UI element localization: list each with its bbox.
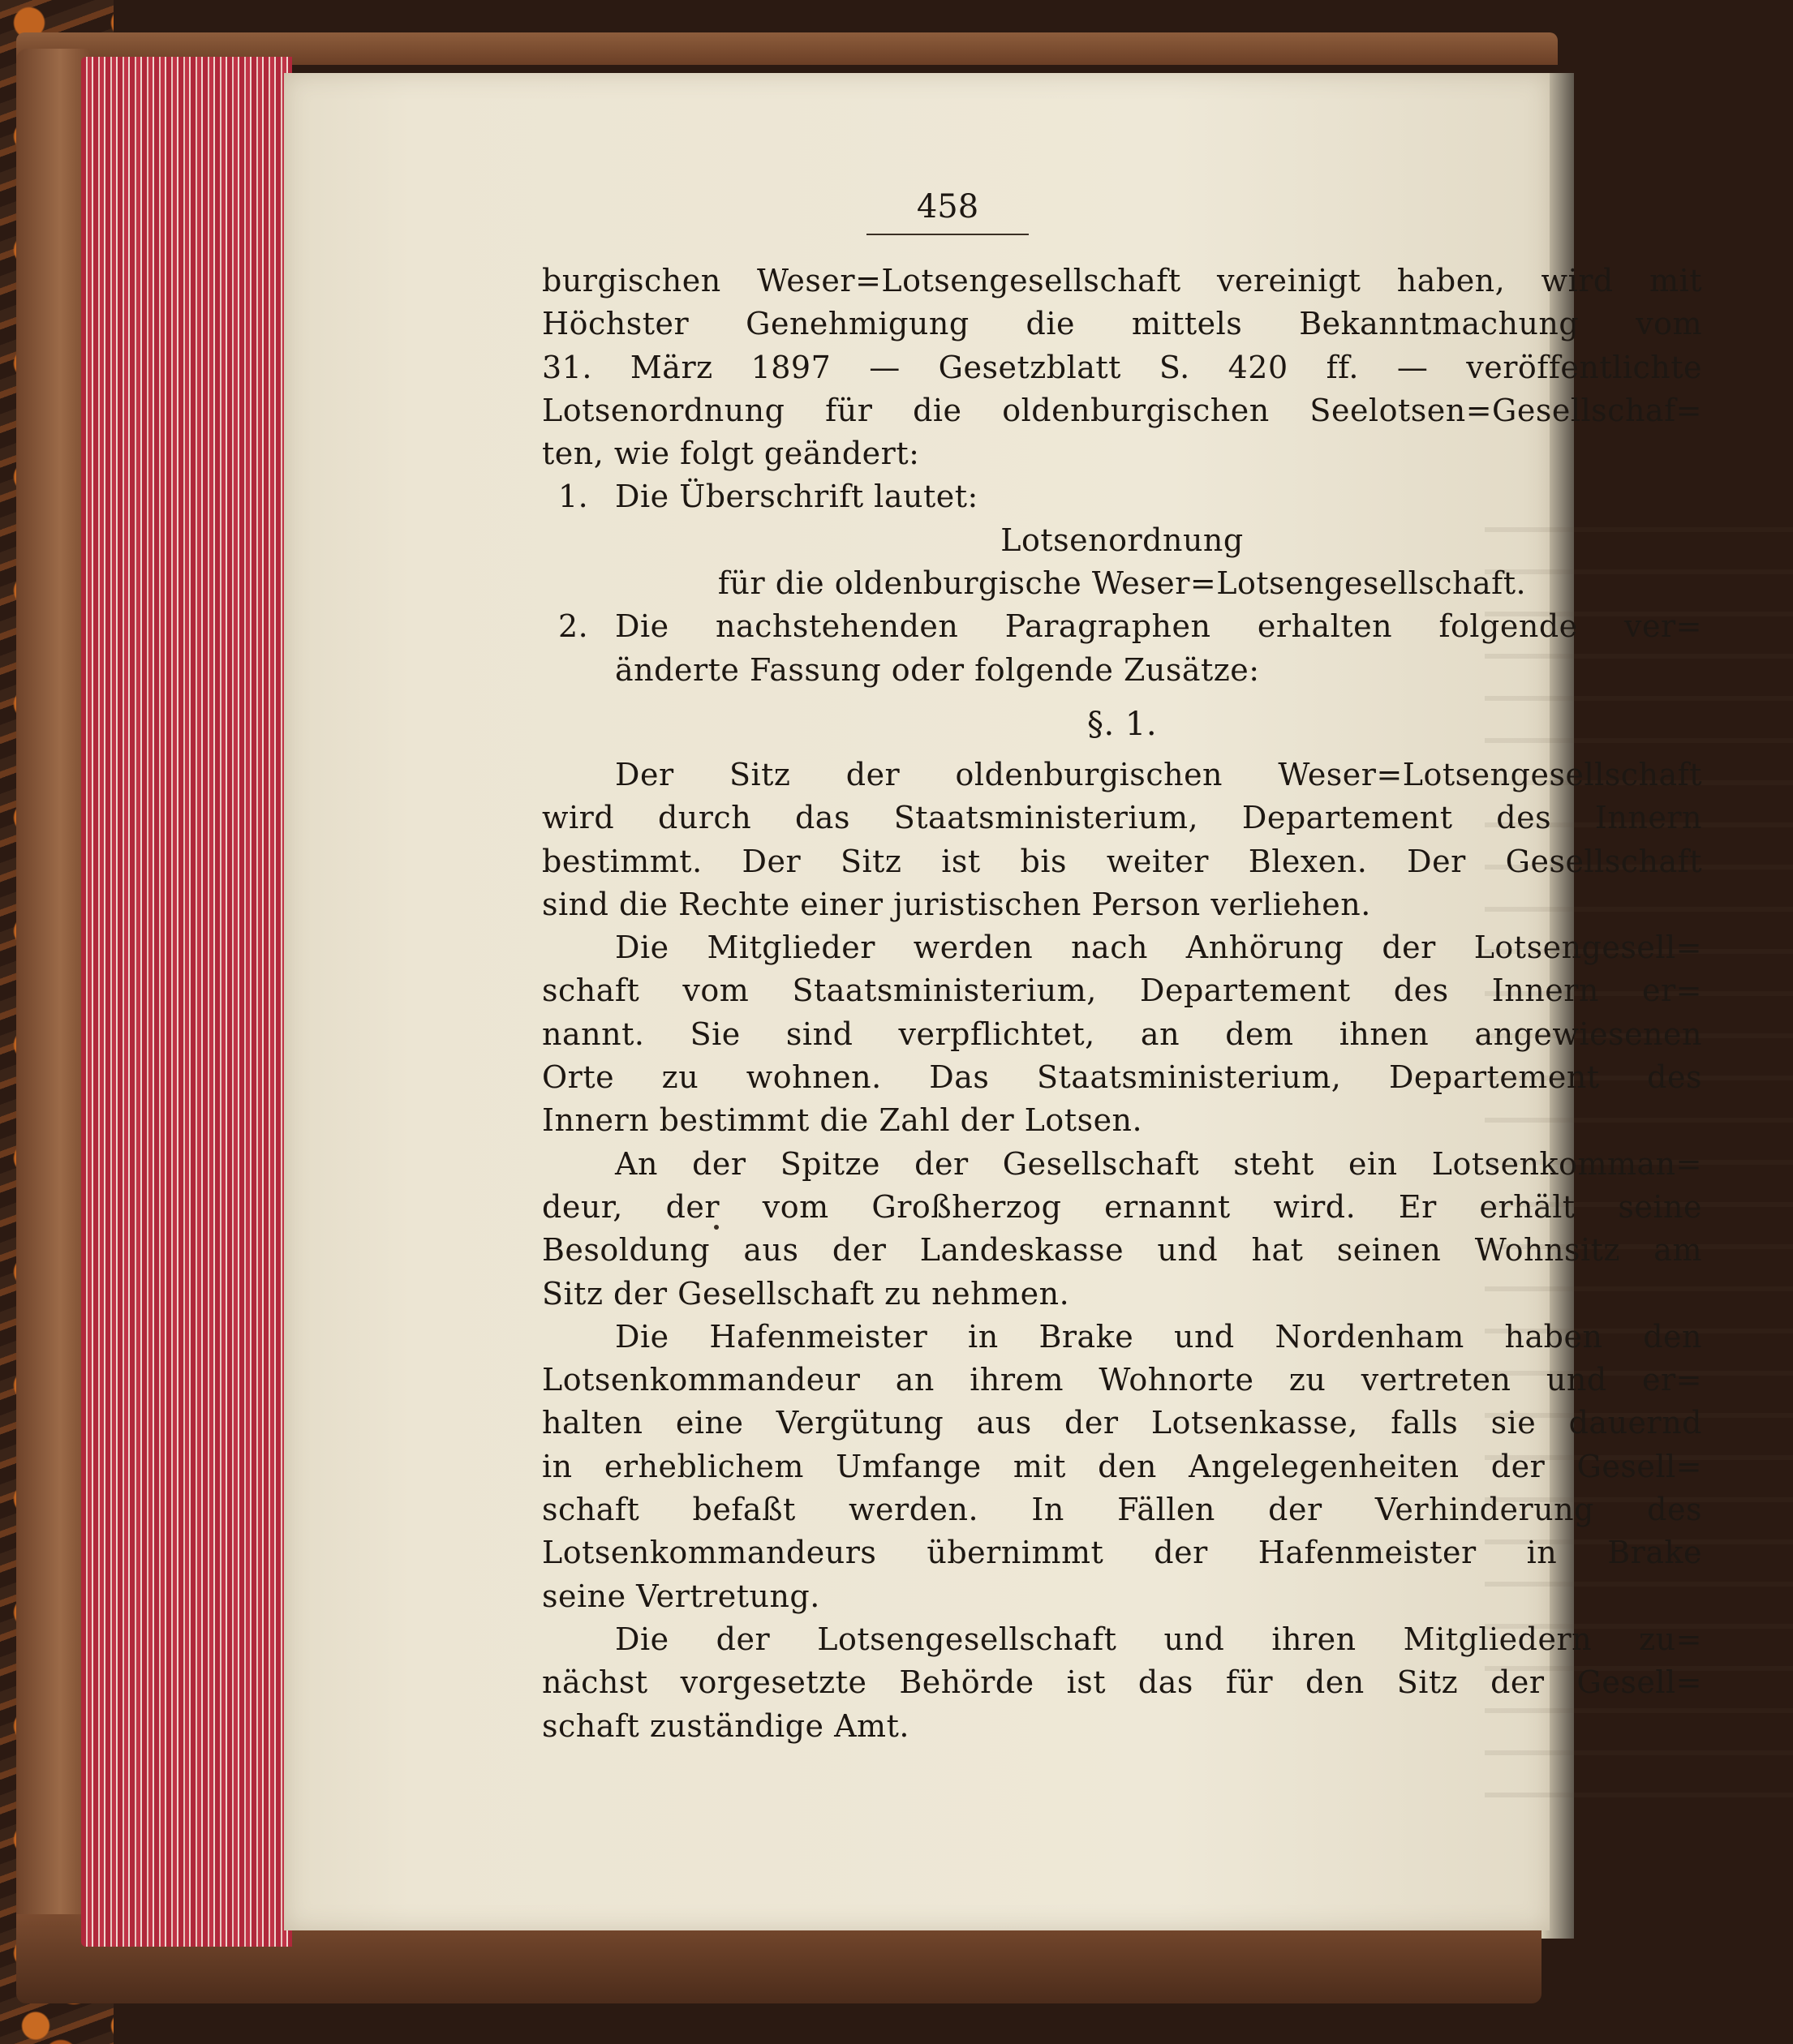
text-line: Lotsenkommandeurs übernimmt der Hafenmeister in Brake	[542, 1535, 1702, 1571]
text-line: nannt. Sie sind verpflichtet, an dem ihnen angewiesenen	[542, 1016, 1702, 1052]
text-line: sind die Rechte einer juristischen Person verliehen.	[542, 886, 1371, 922]
text-line: Innern bestimmt die Zahl der Lotsen.	[542, 1102, 1143, 1139]
text-body	[542, 260, 1702, 1748]
text-line: seine Vertretung.	[542, 1578, 820, 1614]
text-line: Lotsenordnung für die oldenburgischen Seelotsen=Gesellschaf=	[542, 392, 1702, 428]
page-content	[542, 187, 1702, 1748]
list-item-2-cont: änderte Fassung oder folgende Zusätze:	[615, 651, 1260, 688]
text-line: 31. März 1897 — Gesetzblatt S. 420 ff. — veröffentlichte	[542, 349, 1702, 385]
text-line: Der Sitz der oldenburgischen Weser=Lotsengesellschaft	[615, 756, 1702, 792]
text-line: Besoldung aus der Landeskasse und hat seinen Wohnsitz am	[542, 1232, 1702, 1269]
text-line: ten, wie folgt geändert:	[542, 436, 920, 472]
text-line: An der Spitze der Gesellschaft steht ein Lotsenkomman=	[615, 1145, 1702, 1182]
list-number: 2.	[558, 608, 589, 645]
heading-title: Lotsenordnung	[1000, 522, 1244, 558]
text-line: in erheblichem Umfange mit den Angelegenheiten der Gesell=	[542, 1448, 1702, 1484]
leather-spine	[16, 49, 89, 1979]
page-number: 458	[866, 187, 1029, 235]
text-line: wird durch das Staatsministerium, Departement des Innern	[542, 800, 1702, 836]
heading-subtitle: für die oldenburgische Weser=Lotsengesellschaft.	[717, 565, 1527, 602]
text-line: Höchster Genehmigung die mittels Bekanntmachung vom	[542, 306, 1702, 342]
list-number: 1.	[558, 479, 589, 515]
text-line: schaft befaßt werden. In Fällen der Verhinderung des	[542, 1492, 1702, 1528]
text-line: schaft zuständige Amt.	[542, 1707, 909, 1744]
list-item-2	[542, 605, 1702, 648]
text-line: Orte zu wohnen. Das Staatsministerium, Departement des	[542, 1059, 1702, 1096]
text-line: Die der Lotsengesellschaft und ihren Mitgliedern zu=	[615, 1621, 1702, 1657]
text-line: Sitz der Gesellschaft zu nehmen.	[542, 1275, 1070, 1312]
list-text: Die Überschrift lautet:	[615, 479, 978, 515]
section-heading: §. 1.	[1086, 705, 1158, 743]
text-line: Lotsenkommandeur an ihrem Wohnorte zu vertreten und er=	[542, 1362, 1702, 1398]
list-text: Die nachstehenden Paragraphen erhalten folgende ver=	[615, 608, 1702, 645]
text-line: bestimmt. Der Sitz ist bis weiter Blexen. Der Gesellschaft	[542, 843, 1702, 879]
book-page	[284, 73, 1702, 1930]
list-item-1	[542, 475, 1702, 518]
red-page-edges	[81, 57, 292, 1947]
text-line: schaft vom Staatsministerium, Departement des Innern er=	[542, 973, 1702, 1009]
text-line: Die Mitglieder werden nach Anhörung der Lotsengesell=	[615, 930, 1702, 966]
text-line: deur, der vom Großherzog ernannt wird. Er erhält seine	[542, 1188, 1702, 1225]
text-line: burgischen Weser=Lotsengesellschaft vereinigt haben, wird mit	[542, 263, 1702, 298]
text-line: halten eine Vergütung aus der Lotsenkasse, falls sie dauernd	[542, 1405, 1702, 1441]
text-line: Die Hafenmeister in Brake und Nordenham haben den	[615, 1318, 1702, 1355]
text-line: nächst vorgesetzte Behörde ist das für den Sitz der Gesell=	[542, 1664, 1702, 1701]
